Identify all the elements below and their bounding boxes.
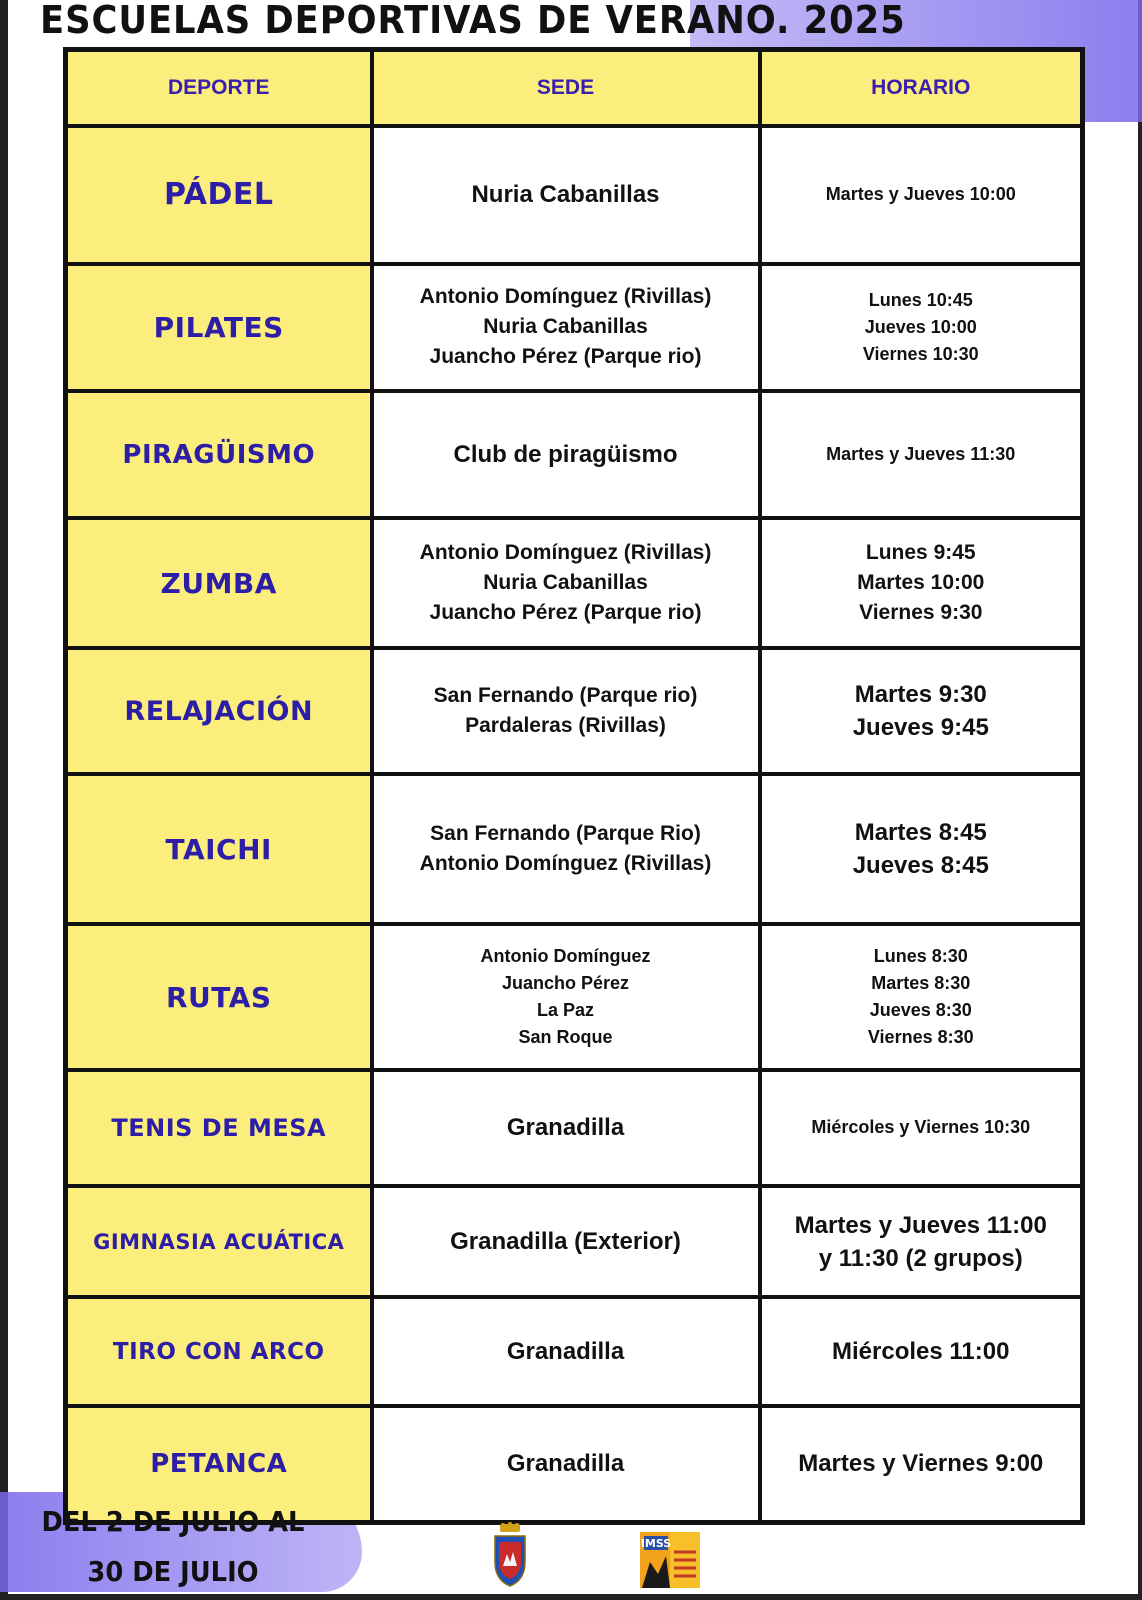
sport-cell: PILATES [66,264,372,391]
schedule-line: Martes y Jueves 11:30 [826,444,1016,465]
schedule-line: Martes 8:45 [854,819,987,847]
venue-line: Antonio Domínguez [480,946,651,967]
venue-cell [372,774,760,924]
table-row [66,774,1083,924]
schedule-line: Lunes 10:45 [868,289,973,310]
column-header-sport: DEPORTE [66,50,372,127]
venue-line: Nuria Cabanillas [483,315,648,339]
date-range [30,1497,315,1597]
venue-line: Juancho Pérez [501,973,630,994]
schedule-line: y 11:30 (2 grupos) [818,1244,1023,1272]
sport-cell: TAICHI [66,774,372,924]
venue-cell [372,518,760,648]
venue-cell [372,391,760,519]
sport-cell: RUTAS [66,924,372,1070]
table-row [66,391,1083,519]
schedule-line: Viernes 9:30 [859,601,983,625]
venue-cell [372,1297,760,1406]
venue-line: Juancho Pérez (Parque rio) [429,345,702,369]
venue-line: Antonio Domínguez (Rivillas) [419,852,712,876]
left-border [0,0,8,1600]
sport-cell: RELAJACIÓN [66,648,372,774]
schedule-line: Jueves 9:45 [852,714,989,742]
venue-line: Antonio Domínguez (Rivillas) [419,541,712,565]
schedule-cell [760,1186,1083,1298]
schedule-line: Martes 8:30 [871,973,971,994]
schedule-line: Miércoles y Viernes 10:30 [811,1117,1031,1138]
venue-cell [372,1070,760,1186]
schedule-cell [760,1070,1083,1186]
venue-line: San Fernando (Parque Rio) [430,822,701,846]
schedule-cell [760,648,1083,774]
schedule-cell [760,126,1083,264]
schedule-line: Miércoles 11:00 [832,1338,1010,1366]
imss-logo-text: IMSS [640,1537,672,1550]
schedule-cell [760,518,1083,648]
venue-cell [372,924,760,1070]
venue-line: Club de piragüismo [453,441,678,469]
sport-cell: GIMNASIA ACUÁTICA [66,1186,372,1298]
city-crest-logo [492,1522,528,1588]
table-row [66,924,1083,1070]
table-row [66,1297,1083,1406]
venue-line: Nuria Cabanillas [471,181,660,209]
schedule-cell [760,264,1083,391]
schedule-cell [760,1406,1083,1523]
table-row [66,518,1083,648]
schedule-line: Lunes 9:45 [865,541,976,565]
table-row [66,264,1083,391]
page-title: ESCUELAS DEPORTIVAS DE VERANO. 2025 [40,0,906,42]
venue-cell [372,648,760,774]
venue-line: Nuria Cabanillas [483,571,648,595]
venue-line: Antonio Domínguez (Rivillas) [419,285,712,309]
sport-cell: PIRAGÜISMO [66,391,372,519]
schedule-cell [760,1297,1083,1406]
schedule-table [63,47,1085,1525]
schedule-cell [760,924,1083,1070]
venue-cell [372,126,760,264]
venue-cell [372,1406,760,1523]
table-row [66,126,1083,264]
sport-cell: TENIS DE MESA [66,1070,372,1186]
venue-line: Granadilla [506,1338,625,1366]
right-border [1138,0,1142,1600]
date-range-line-1: DEL 2 DE JULIO AL [41,1505,305,1538]
venue-line: San Fernando (Parque rio) [433,684,698,708]
schedule-cell [760,774,1083,924]
venue-line: Granadilla (Exterior) [450,1228,681,1256]
sport-cell: ZUMBA [66,518,372,648]
schedule-line: Viernes 10:30 [862,343,979,364]
schedule-line: Viernes 8:30 [867,1027,974,1048]
venue-line: Granadilla [506,1114,625,1142]
sport-cell: PETANCA [66,1406,372,1523]
table-row [66,1186,1083,1298]
schedule-line: Martes y Viernes 9:00 [798,1450,1044,1478]
venue-line: La Paz [536,1000,595,1021]
schedule-line: Lunes 8:30 [873,946,968,967]
sport-cell: TIRO CON ARCO [66,1297,372,1406]
venue-cell [372,264,760,391]
schedule-line: Martes 9:30 [854,681,987,709]
venue-cell [372,1186,760,1298]
schedule-line: Martes 10:00 [857,571,985,595]
schedule-line: Martes y Jueves 11:00 [794,1211,1047,1239]
schedule-line: Jueves 10:00 [864,316,977,337]
schedule-cell [760,391,1083,519]
date-range-line-2: 30 DE JULIO [87,1555,259,1588]
sport-cell: PÁDEL [66,126,372,264]
column-header-venue: SEDE [372,50,760,127]
schedule-line: Martes y Jueves 10:00 [825,184,1016,205]
schedule-line: Jueves 8:30 [869,1000,972,1021]
venue-line: Juancho Pérez (Parque rio) [429,601,702,625]
venue-line: Granadilla [506,1450,625,1478]
table-header-row [66,50,1083,127]
schedule-line: Jueves 8:45 [852,852,989,880]
imss-logo [640,1532,700,1588]
table-row [66,1070,1083,1186]
venue-line: San Roque [518,1027,613,1048]
venue-line: Pardaleras (Rivillas) [465,714,666,738]
column-header-schedule: HORARIO [760,50,1083,127]
table-row [66,648,1083,774]
